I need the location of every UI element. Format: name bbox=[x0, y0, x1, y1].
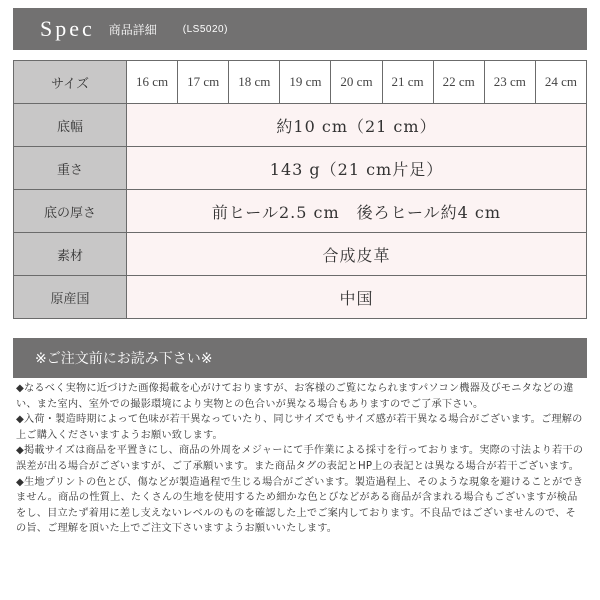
weight-value: 143 g（21 cm片足） bbox=[127, 147, 587, 190]
size-16: 16 cm bbox=[127, 61, 178, 104]
sole-width-label: 底幅 bbox=[14, 104, 127, 147]
size-18: 18 cm bbox=[229, 61, 280, 104]
size-21: 21 cm bbox=[382, 61, 433, 104]
notice-item-color: ◆なるべく実物に近づけた画像掲載を心がけておりますが、お客様のご覧になられますパソコン機器及びモニタなどの違い、また室内、室外での撮影環境により実物との色合いが異なる場合もありますのでご了承下さい。 bbox=[16, 383, 574, 410]
spec-header bbox=[13, 8, 587, 50]
sole-thickness-value: 前ヒール2.5 cm 後ろヒール約4 cm bbox=[127, 190, 587, 233]
size-24: 24 cm bbox=[535, 61, 586, 104]
notice-item-measurement: ◆掲載サイズは商品を平置きにし、商品の外周をメジャーにて手作業による採寸を行っております。実際の寸法より若干の誤差が出る場合がございますが、ご了承願います。また商品タグの表記とHP上の表記とは異なる場合が若干ございます。 bbox=[16, 445, 584, 472]
material-value: 合成皮革 bbox=[127, 233, 587, 276]
spec-title: Spec bbox=[40, 16, 95, 41]
size-20: 20 cm bbox=[331, 61, 382, 104]
size-19: 19 cm bbox=[280, 61, 331, 104]
size-row bbox=[14, 61, 587, 104]
product-code: (LS5020) bbox=[182, 23, 228, 35]
weight-label: 重さ bbox=[14, 147, 127, 190]
material-label: 素材 bbox=[14, 233, 127, 276]
notice-list bbox=[16, 381, 586, 537]
origin-value: 中国 bbox=[127, 276, 587, 319]
spec-table bbox=[13, 60, 587, 319]
notice-item-fabric: ◆生地プリントの色とび、傷などが製造過程で生じる場合がございます。製造過程上、そのような現象を避けることができません。商品の性質上、たくさんの生地を使用するため細かな色とびなどがある商品が含まれる場合もございますが検品をし、目立たず着用に差し支えないレベルのものを確認した上でご案内しております。不良品ではございませんので、その旨、ご理解を頂いた上でご注文下さいますようお願いいたします。 bbox=[16, 476, 584, 535]
notice-item-lot: ◆入荷・製造時期によって色味が若干異なっていたり、同じサイズでもサイズ感が若干異なる場合がございます。ご理解の上ご購入くださいますようお願い致します。 bbox=[16, 414, 583, 441]
notice-title: ※ご注文前にお読み下さい※ bbox=[35, 351, 213, 367]
sole-width-row bbox=[14, 104, 587, 147]
material-row bbox=[14, 233, 587, 276]
spec-subtitle: 商品詳細 bbox=[108, 22, 157, 37]
sole-thickness-label: 底の厚さ bbox=[14, 190, 127, 233]
size-22: 22 cm bbox=[433, 61, 484, 104]
notice-header bbox=[13, 338, 587, 378]
size-23: 23 cm bbox=[484, 61, 535, 104]
size-label: サイズ bbox=[14, 61, 127, 104]
weight-row bbox=[14, 147, 587, 190]
origin-row bbox=[14, 276, 587, 319]
origin-label: 原産国 bbox=[14, 276, 127, 319]
size-17: 17 cm bbox=[178, 61, 229, 104]
sole-width-value: 約10 cm（21 cm） bbox=[127, 104, 587, 147]
sole-thickness-row bbox=[14, 190, 587, 233]
